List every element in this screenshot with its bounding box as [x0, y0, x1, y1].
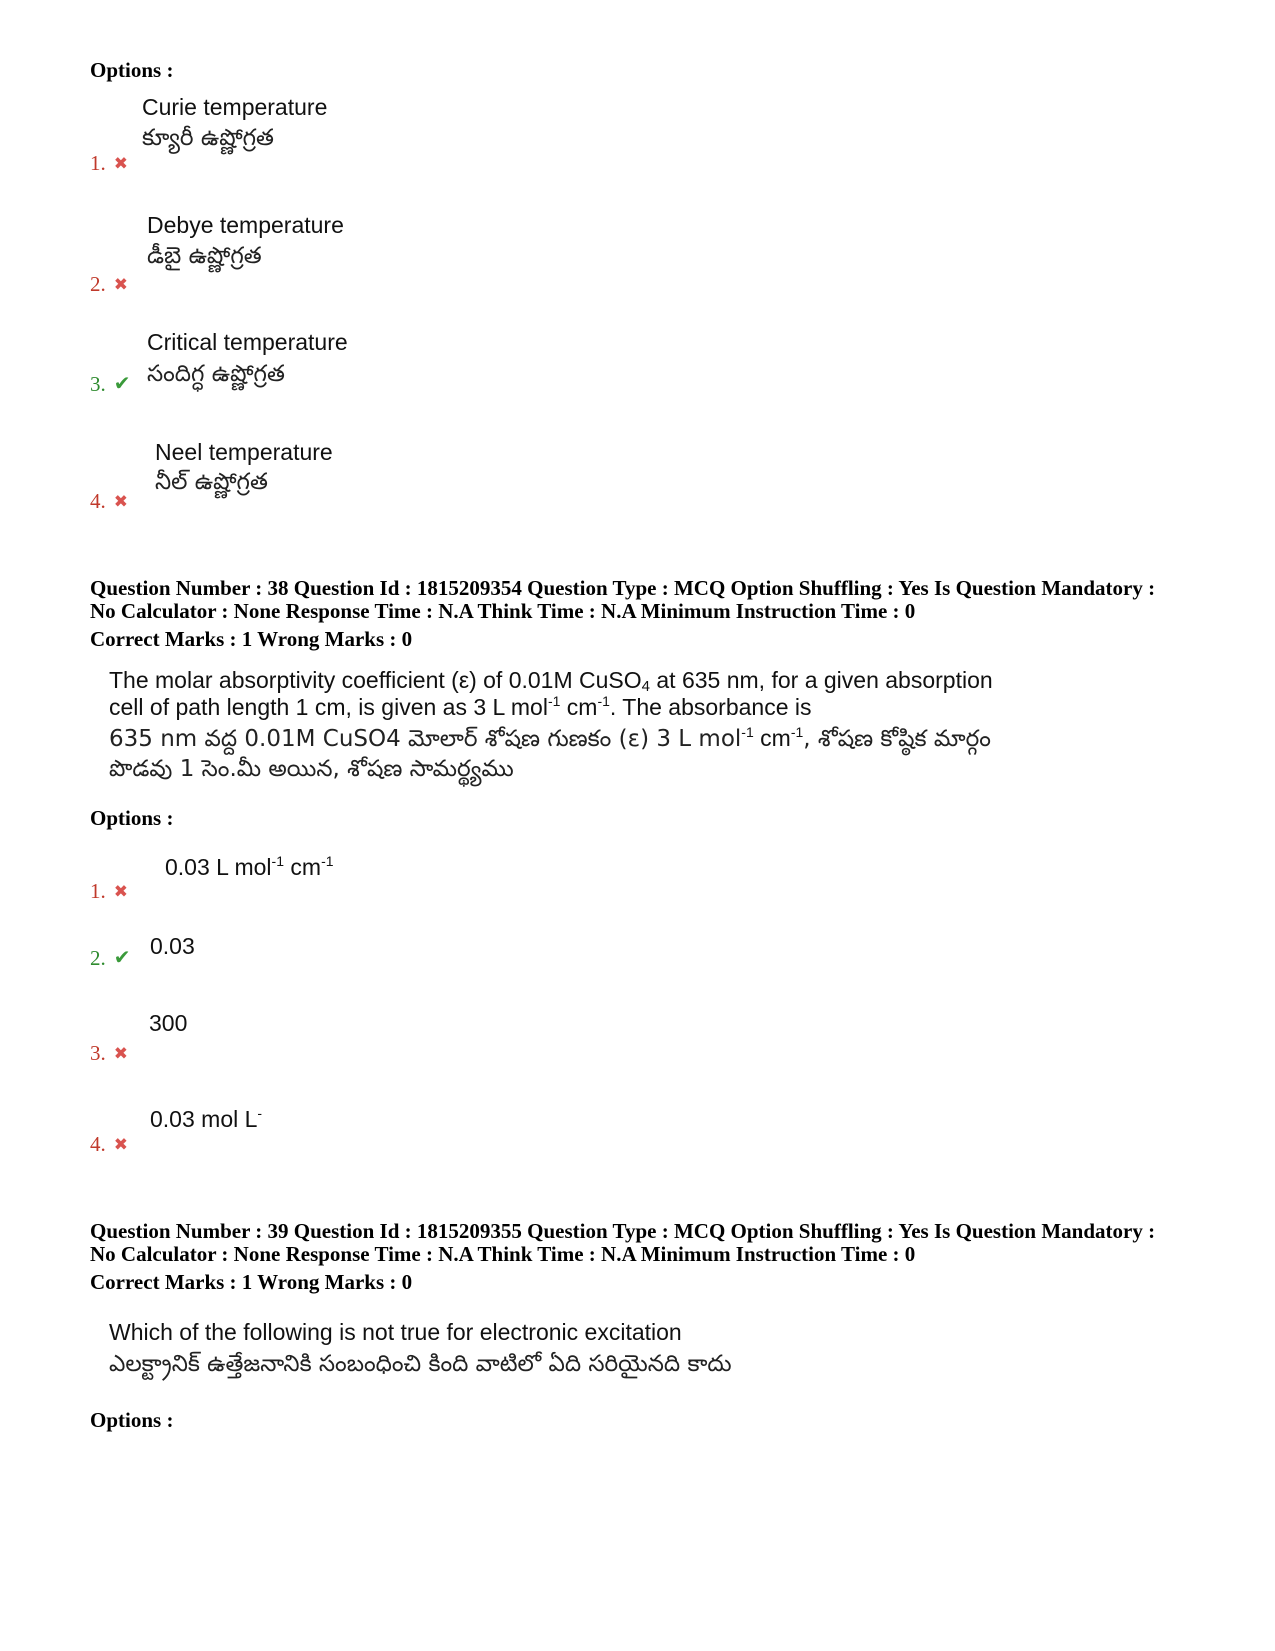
option-text-te: క్యూరీ ఉష్ణోగ్రత: [142, 125, 274, 151]
option-superscript: -1: [271, 853, 284, 869]
option-text-en: Critical temperature: [147, 329, 348, 355]
question-stem-line: [109, 693, 812, 722]
option-number-label: 2.: [90, 272, 106, 296]
stem-subscript: 4: [641, 678, 650, 695]
question-meta-line: Question Number : 38 Question Id : 1815209354 Question Type : MCQ Option Shuffling : Yes Is Question Mandatory :: [90, 576, 1156, 600]
stem-superscript: -1: [547, 693, 561, 709]
option-number: [90, 879, 128, 904]
option-superscript: -1: [321, 853, 334, 869]
option-value: 0.03 mol L: [150, 1106, 258, 1132]
stem-text: cm: [753, 725, 791, 751]
option-text: [150, 1105, 262, 1133]
stem-text: cell of path length 1 cm, is given as 3 L mol: [109, 694, 548, 720]
stem-superscript: -1: [741, 724, 754, 740]
cross-icon: ✖: [113, 154, 128, 173]
option-number-label: 1.: [90, 151, 106, 175]
option-text: 0.03: [150, 933, 195, 959]
option-number-label: 1.: [90, 879, 106, 903]
option-number-label: 4.: [90, 1132, 106, 1156]
option-number: [90, 372, 131, 396]
cross-icon: ✖: [113, 275, 128, 294]
check-icon: ✔: [113, 373, 131, 395]
option-text-en: Debye temperature: [147, 212, 344, 238]
option-number-label: 3.: [90, 372, 106, 396]
option-text-en: Neel temperature: [155, 439, 333, 465]
option-number-label: 3.: [90, 1041, 106, 1065]
options-heading: Options :: [90, 58, 174, 82]
question-stem-en: Which of the following is not true for electronic excitation: [109, 1319, 682, 1345]
cross-icon: ✖: [113, 882, 128, 901]
stem-text: at 635 nm, for a given absorption: [650, 667, 993, 693]
option-number-label: 4.: [90, 489, 106, 513]
stem-text: . The absorbance is: [609, 694, 812, 720]
stem-text: cm: [560, 694, 598, 720]
question-marks: Correct Marks : 1 Wrong Marks : 0: [90, 627, 413, 651]
stem-superscript: -1: [597, 693, 610, 709]
question-stem-line: పొడవు 1 సెం.మీ అయిన, శోషణ సామర్థ్యము: [109, 756, 514, 782]
stem-text: 635 nm వద్ద 0.01M CuSO4 మోలార్ శోషణ గుణకం (ε) 3 L mol: [109, 726, 742, 752]
check-icon: ✔: [113, 947, 131, 969]
options-heading: Options :: [90, 1408, 174, 1432]
question-stem-te: ఎలక్ట్రానిక్ ఉత్తేజనానికి సంబంధించి కింది వాటిలో ఏది సరియైనది కాదు: [109, 1351, 732, 1377]
cross-icon: ✖: [113, 1044, 128, 1063]
question-meta-line: No Calculator : None Response Time : N.A Think Time : N.A Minimum Instruction Time : 0: [90, 599, 916, 623]
question-meta-line: No Calculator : None Response Time : N.A Think Time : N.A Minimum Instruction Time : 0: [90, 1242, 916, 1266]
option-text-te: సందిగ్ధ ఉష్ణోగ్రత: [147, 361, 285, 387]
option-number: [90, 272, 128, 297]
option-text-en: Curie temperature: [142, 94, 328, 120]
option-number: [90, 151, 128, 176]
option-value: cm: [284, 854, 322, 880]
cross-icon: ✖: [113, 492, 128, 511]
option-value: 0.03 L mol: [165, 854, 272, 880]
option-text-te: డీబై ఉష్ణోగ్రత: [147, 243, 262, 269]
option-text: [165, 853, 334, 881]
option-text: 300: [149, 1010, 188, 1036]
question-stem-line: [109, 666, 993, 695]
option-number-label: 2.: [90, 946, 106, 970]
option-number: [90, 489, 128, 514]
option-number: [90, 1132, 128, 1157]
option-superscript: -: [257, 1105, 263, 1121]
option-number: [90, 1041, 128, 1066]
stem-text: , శోషణ కోష్ఠిక మార్గం: [803, 726, 991, 752]
option-text-te: నీల్ ఉష్ణోగ్రత: [155, 469, 268, 495]
question-marks: Correct Marks : 1 Wrong Marks : 0: [90, 1270, 413, 1294]
options-heading: Options :: [90, 806, 174, 830]
question-stem-line: [109, 724, 991, 754]
cross-icon: ✖: [113, 1135, 128, 1154]
stem-superscript: -1: [790, 724, 804, 740]
option-number: [90, 946, 131, 970]
stem-text: The molar absorptivity coefficient (ε) of 0.01M CuSO: [109, 667, 642, 693]
question-meta-line: Question Number : 39 Question Id : 1815209355 Question Type : MCQ Option Shuffling : Yes Is Question Mandatory :: [90, 1219, 1156, 1243]
